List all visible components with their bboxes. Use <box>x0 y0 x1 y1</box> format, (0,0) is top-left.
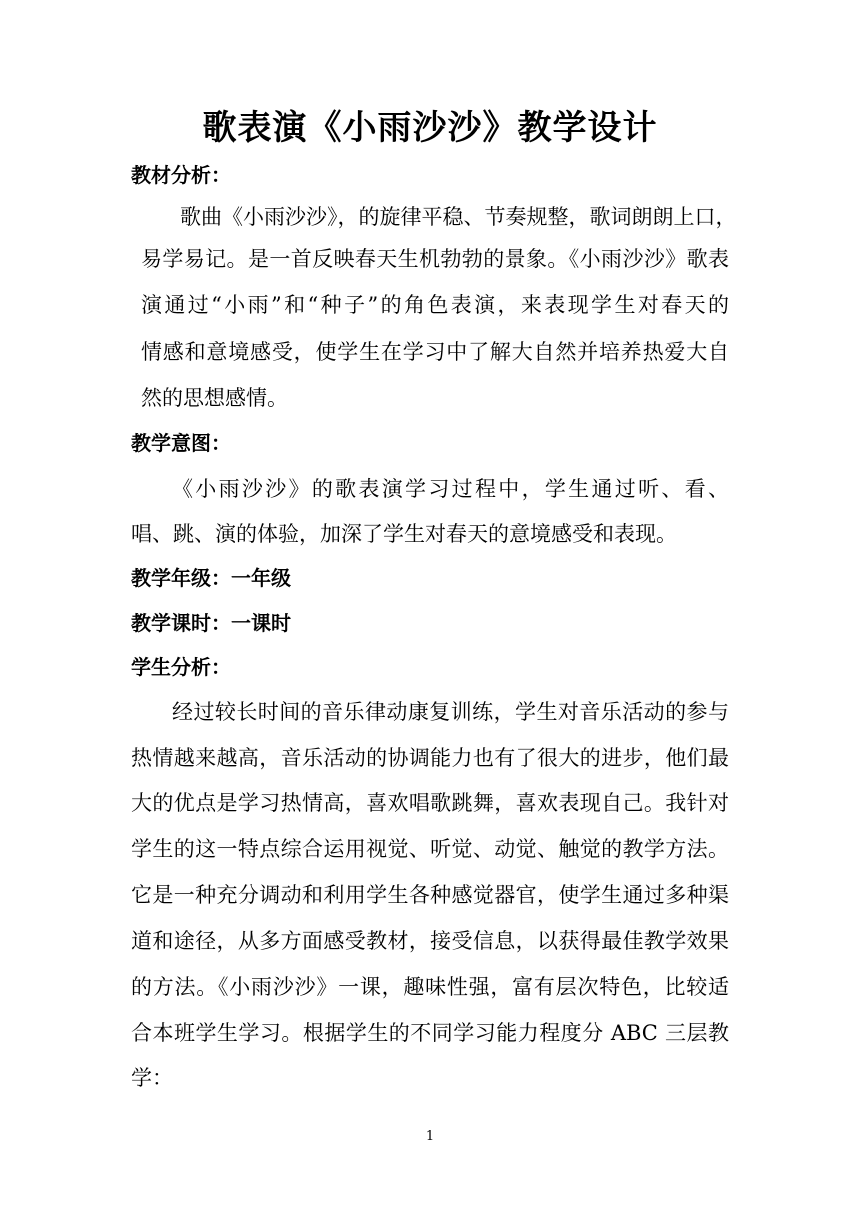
section-heading-intent: 教学意图： <box>131 431 231 455</box>
page-number: 1 <box>425 1129 435 1144</box>
paragraph-line: 学生的这一特点综合运用视觉、听觉、动觉、触觉的教学方法。 <box>131 837 729 861</box>
paragraph-line: 歌曲《小雨沙沙》，的旋律平稳、节奏规整，歌词朗朗上口， <box>180 205 737 229</box>
paragraph-line: 经过较长时间的音乐律动康复训练，学生对音乐活动的参与 <box>172 700 729 724</box>
paragraph-line: 然的思想感情。 <box>141 386 288 410</box>
paragraph-line: 热情越来越高，音乐活动的协调能力也有了很大的进步，他们最 <box>131 746 729 770</box>
paragraph-line: 道和途径，从多方面感受教材，接受信息，以获得最佳教学效果 <box>131 929 729 953</box>
section-heading-grade: 教学年级：一年级 <box>131 566 291 590</box>
paragraph-line: 唱、跳、演的体验，加深了学生对春天的意境感受和表现。 <box>131 522 677 546</box>
paragraph-line: 学： <box>131 1066 173 1090</box>
paragraph-line: 演通过“小雨”和“种子”的角色表演，来表现学生对春天的 <box>141 293 729 317</box>
paragraph-line: 情感和意境感受，使学生在学习中了解大自然并培养热爱大自 <box>141 340 729 364</box>
paragraph-line: 易学易记。是一首反映春天生机勃勃的景象。《小雨沙沙》歌表 <box>141 247 729 271</box>
section-heading-material: 教材分析： <box>131 163 231 187</box>
section-heading-students: 学生分析： <box>131 655 231 679</box>
paragraph-line: 的方法。《小雨沙沙》一课，趣味性强，富有层次特色，比较适 <box>131 975 729 999</box>
paragraph-line: 《小雨沙沙》的歌表演学习过程中，学生通过听、看、 <box>172 477 729 501</box>
paragraph-line: 它是一种充分调动和利用学生各种感觉器官，使学生通过多种渠 <box>131 883 729 907</box>
page-title: 歌表演《小雨沙沙》教学设计 <box>202 108 658 148</box>
paragraph-line: 合本班学生学习。根据学生的不同学习能力程度分 ABC 三层教 <box>131 1021 729 1045</box>
section-heading-period: 教学课时：一课时 <box>131 611 291 635</box>
paragraph-line: 大的优点是学习热情高，喜欢唱歌跳舞，喜欢表现自己。我针对 <box>131 791 729 815</box>
